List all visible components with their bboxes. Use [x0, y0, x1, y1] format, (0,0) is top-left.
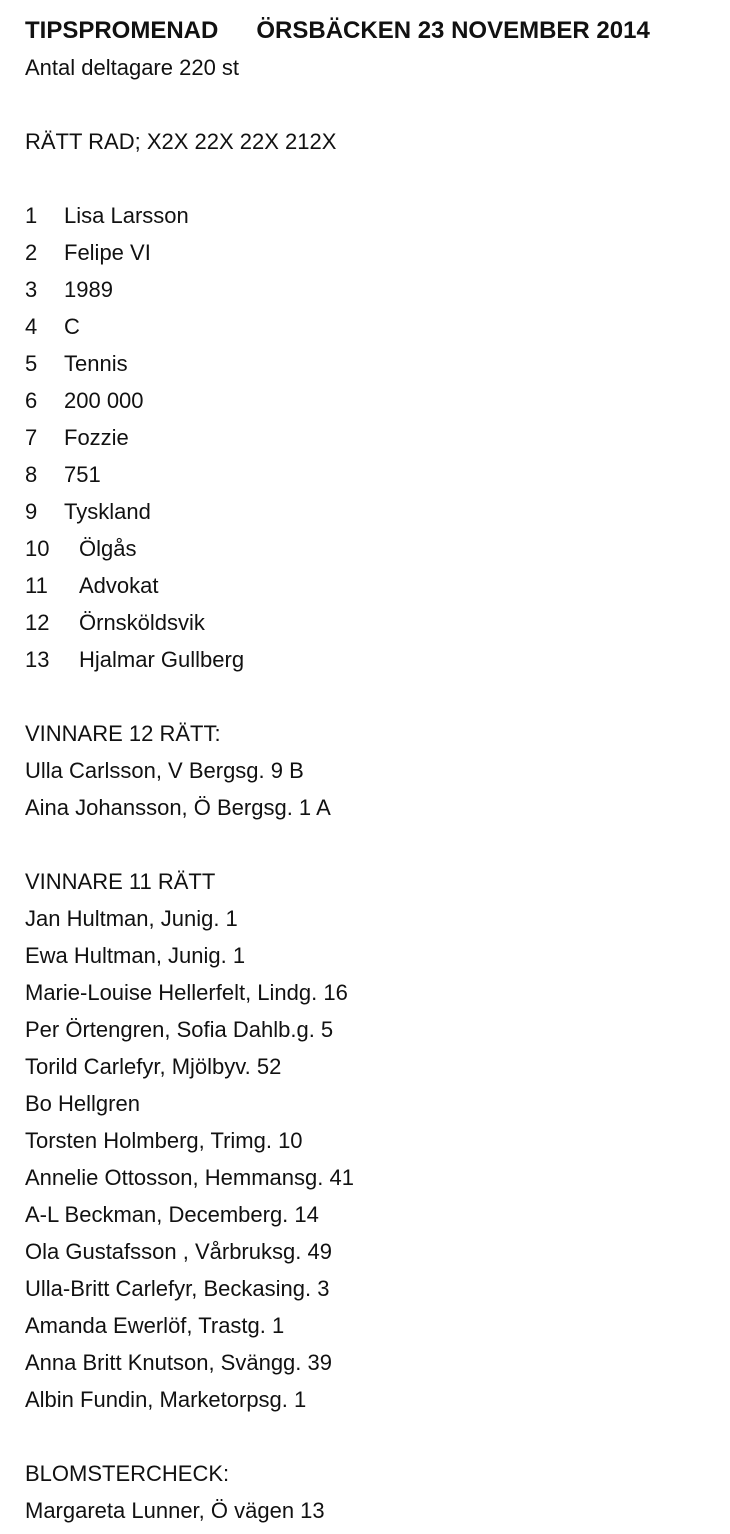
- winner-entry: Amanda Ewerlöf, Trastg. 1: [25, 1313, 285, 1338]
- flower-check-section: [25, 1455, 730, 1529]
- answer-item: [25, 493, 730, 530]
- answer-item: [25, 197, 730, 234]
- answer-text: Tyskland: [64, 499, 151, 524]
- winner-entry: Jan Hultman, Junig. 1: [25, 906, 238, 931]
- winner-entry: Albin Fundin, Marketorpsg. 1: [25, 1387, 307, 1412]
- winner-entry: Annelie Ottosson, Hemmansg. 41: [25, 1165, 354, 1190]
- document-title: [25, 12, 730, 49]
- answer-number: 4: [25, 314, 38, 339]
- answer-number: 11: [25, 573, 48, 598]
- answer-text: 200 000: [64, 388, 144, 413]
- answer-number: 13: [25, 647, 50, 672]
- winner-entry: Ulla Carlsson, V Bergsg. 9 B: [25, 758, 304, 783]
- answer-text: 1989: [64, 277, 113, 302]
- answer-item: [25, 641, 730, 678]
- winner-entry: Marie-Louise Hellerfelt, Lindg. 16: [25, 980, 348, 1005]
- answer-number: 10: [25, 536, 50, 561]
- answer-text: Advokat: [79, 573, 159, 598]
- winners-11-section: [25, 863, 730, 1418]
- answer-item: [25, 530, 730, 567]
- answer-number: 9: [25, 499, 38, 524]
- answer-text: Örnsköldsvik: [79, 610, 205, 635]
- answer-number: 1: [25, 203, 38, 228]
- answer-number: 6: [25, 388, 38, 413]
- answer-item: [25, 234, 730, 271]
- answer-number: 2: [25, 240, 38, 265]
- winner-entry: Torsten Holmberg, Trimg. 10: [25, 1128, 303, 1153]
- answer-item: [25, 419, 730, 456]
- answer-text: Fozzie: [64, 425, 129, 450]
- answer-number: 3: [25, 277, 38, 302]
- answer-list: [25, 197, 730, 678]
- answer-number: 5: [25, 351, 38, 376]
- answer-text: Felipe VI: [64, 240, 151, 265]
- winner-entry: Anna Britt Knutson, Svängg. 39: [25, 1350, 332, 1375]
- answer-item: [25, 456, 730, 493]
- participant-count: Antal deltagare 220 st: [25, 55, 240, 80]
- winner-entry: Ulla-Britt Carlefyr, Beckasing. 3: [25, 1276, 330, 1301]
- answer-item: [25, 308, 730, 345]
- answer-item: [25, 271, 730, 308]
- answer-item: [25, 382, 730, 419]
- answer-item: [25, 567, 730, 604]
- answer-item: [25, 604, 730, 641]
- winner-entry: A-L Beckman, Decemberg. 14: [25, 1202, 319, 1227]
- answer-number: 12: [25, 610, 50, 635]
- answer-text: C: [64, 314, 80, 339]
- answer-text: 751: [64, 462, 101, 487]
- winner-entry: Bo Hellgren: [25, 1091, 140, 1116]
- answer-text: Lisa Larsson: [64, 203, 189, 228]
- winner-entry: Torild Carlefyr, Mjölbyv. 52: [25, 1054, 282, 1079]
- winner-entry: Aina Johansson, Ö Bergsg. 1 A: [25, 795, 331, 820]
- answer-text: Hjalmar Gullberg: [79, 647, 245, 672]
- winners-12-section: [25, 715, 730, 826]
- section-heading: VINNARE 11 RÄTT: [25, 869, 216, 894]
- answer-text: Tennis: [64, 351, 128, 376]
- correct-row: RÄTT RAD; X2X 22X 22X 212X: [25, 129, 337, 154]
- answer-number: 8: [25, 462, 38, 487]
- title-place-date: ÖRSBÄCKEN 23 NOVEMBER 2014: [256, 17, 650, 44]
- winner-entry: Ewa Hultman, Junig. 1: [25, 943, 246, 968]
- title-event: TIPSPROMENAD: [25, 17, 219, 44]
- winner-entry: Per Örtengren, Sofia Dahlb.g. 5: [25, 1017, 334, 1042]
- section-heading: BLOMSTERCHECK:: [25, 1461, 230, 1486]
- winner-entry: Margareta Lunner, Ö vägen 13: [25, 1498, 325, 1523]
- section-heading: VINNARE 12 RÄTT:: [25, 721, 221, 746]
- answer-item: [25, 345, 730, 382]
- answer-number: 7: [25, 425, 38, 450]
- winner-entry: Ola Gustafsson , Vårbruksg. 49: [25, 1239, 332, 1264]
- answer-text: Ölgås: [79, 536, 137, 561]
